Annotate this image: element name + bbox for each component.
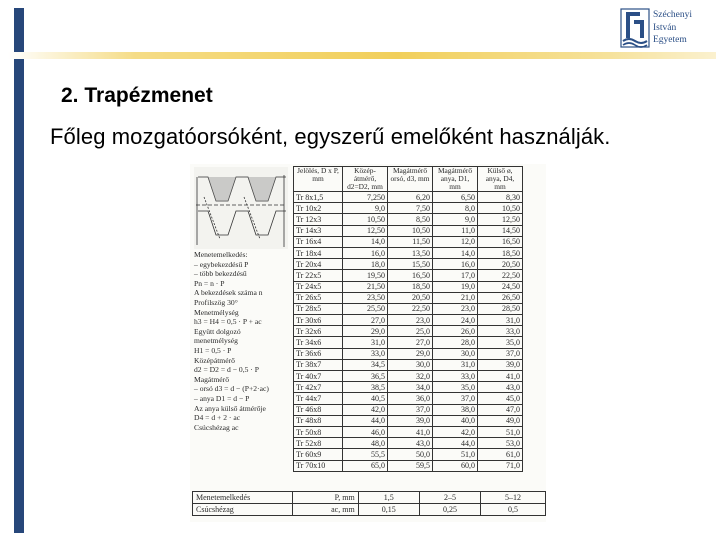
table-cell: Tr 44x7 [294, 393, 343, 404]
table-row [193, 504, 546, 516]
table-cell: Tr 70x10 [294, 460, 343, 471]
note-line: Menetemelkedés: [194, 250, 248, 259]
table-cell: 7,50 [388, 203, 433, 214]
table-row [294, 460, 523, 471]
table-row [294, 303, 523, 314]
table-cell: Tr 28x5 [294, 303, 343, 314]
note-line: – több bekezdésű [194, 269, 247, 279]
table-cell: 31,0 [433, 359, 478, 370]
table-cell: 41,0 [478, 371, 523, 382]
logo-line: István [653, 22, 677, 33]
table-cell: 0,5 [481, 504, 546, 516]
table-cell: 51,0 [433, 449, 478, 460]
note-line: Csúcshézag ac [194, 422, 239, 432]
table-cell: 55,5 [343, 449, 388, 460]
table-cell: 26,50 [478, 292, 523, 303]
note-line: Magátmérő [194, 374, 230, 384]
note-line: – anya D1 = d − P [194, 393, 250, 403]
table-row [294, 371, 523, 382]
table-cell: 65,0 [343, 460, 388, 471]
table-header-row [294, 167, 523, 192]
table-row [294, 281, 523, 292]
table-cell: 7,250 [343, 192, 388, 203]
table-cell: Tr 46x8 [294, 404, 343, 415]
table-cell: 12,0 [433, 236, 478, 247]
table-cell: Tr 24x5 [294, 281, 343, 292]
table-cell: 37,0 [388, 404, 433, 415]
table-cell: 12,50 [343, 225, 388, 236]
table-cell: 6,20 [388, 192, 433, 203]
table-row [294, 203, 523, 214]
table-cell: Tr 16x4 [294, 236, 343, 247]
table-body [294, 192, 523, 472]
note-line: h3 = H4 = 0,5 · P + ac [194, 317, 262, 327]
slide-title: 2. Trapézmenet [61, 84, 213, 107]
table-cell: 31,0 [478, 315, 523, 326]
table-cell: Tr 32x6 [294, 326, 343, 337]
table-cell: 23,50 [343, 292, 388, 303]
table-row [294, 225, 523, 236]
column-header: Közép-átmérő, d2=D2, mm [343, 167, 388, 192]
note-line: H1 = 0,5 · P [194, 345, 232, 355]
table-cell: Tr 12x3 [294, 214, 343, 225]
table-cell: 45,0 [478, 393, 523, 404]
table-cell: 9,0 [433, 214, 478, 225]
table-cell: 8,30 [478, 192, 523, 203]
table-cell: 42,0 [433, 426, 478, 437]
note-line: – egybekezdésű P [194, 259, 249, 269]
table-cell: 14,0 [433, 247, 478, 258]
table-cell: 22,50 [478, 270, 523, 281]
table-row [294, 438, 523, 449]
table-cell: 48,0 [343, 438, 388, 449]
table-cell: 60,0 [433, 460, 478, 471]
table-cell: 40,5 [343, 393, 388, 404]
table-row [294, 415, 523, 426]
table-row [294, 326, 523, 337]
table-cell: 25,0 [388, 326, 433, 337]
university-logo [620, 6, 712, 50]
table-cell: 21,50 [343, 281, 388, 292]
note-line: Középátmérő [194, 355, 235, 365]
table-row [294, 449, 523, 460]
thread-formula-notes [194, 250, 292, 432]
table-row [294, 348, 523, 359]
table-cell: 28,0 [433, 337, 478, 348]
note-line: Menetmélység [194, 307, 239, 317]
table-cell: 39,0 [478, 359, 523, 370]
table-row [294, 214, 523, 225]
table-cell: 25,50 [343, 303, 388, 314]
table-cell: 34,0 [388, 382, 433, 393]
table-cell: 33,0 [433, 371, 478, 382]
table-cell: 41,0 [388, 426, 433, 437]
table-cell: 30,0 [388, 359, 433, 370]
slide-subtitle: Főleg mozgatóorsóként, egyszerű emelőként használják. [50, 124, 611, 149]
scanned-table-image [190, 164, 546, 522]
table-row [294, 359, 523, 370]
table-cell: Tr 8x1,5 [294, 192, 343, 203]
trapezoid-thread-profile-drawing [194, 167, 288, 249]
table-cell: 5–12 [481, 492, 546, 504]
table-cell: Tr 40x7 [294, 371, 343, 382]
table-cell: 24,50 [478, 281, 523, 292]
column-header: Magátmérő anya, D1, mm [433, 167, 478, 192]
table-cell: 13,50 [388, 247, 433, 258]
table-cell: 42,0 [343, 404, 388, 415]
table-cell: Menetemelkedés [193, 492, 293, 504]
table-cell: 15,50 [388, 259, 433, 270]
table-cell: 8,50 [388, 214, 433, 225]
note-line: Pn = n · P [194, 278, 225, 288]
table-cell: 40,0 [433, 415, 478, 426]
table-cell: 47,0 [478, 404, 523, 415]
table-cell: 16,0 [433, 259, 478, 270]
table-cell: 28,50 [478, 303, 523, 314]
table-cell: 33,0 [478, 326, 523, 337]
logo-emblem-icon [620, 8, 650, 48]
table-cell: 2–5 [419, 492, 480, 504]
table-cell: Tr 42x7 [294, 382, 343, 393]
table-cell: 6,50 [433, 192, 478, 203]
table-cell: 17,0 [433, 270, 478, 281]
table-cell: Tr 20x4 [294, 259, 343, 270]
table-row [193, 492, 546, 504]
table-cell: 18,50 [388, 281, 433, 292]
table-row [294, 337, 523, 348]
table-cell: 20,50 [478, 259, 523, 270]
table-row [294, 404, 523, 415]
table-cell: 59,5 [388, 460, 433, 471]
table-cell: 46,0 [343, 426, 388, 437]
table-cell: 53,0 [478, 438, 523, 449]
table-cell: Csúcshézag [193, 504, 293, 516]
note-line: d2 = D2 = d − 0,5 · P [194, 365, 259, 375]
logo-text [653, 9, 692, 47]
table-body [193, 492, 546, 516]
note-line: D4 = d + 2 · ac [194, 413, 241, 423]
table-cell: Tr 26x5 [294, 292, 343, 303]
table-cell: 19,0 [433, 281, 478, 292]
table-cell: 38,5 [343, 382, 388, 393]
table-cell: 29,0 [343, 326, 388, 337]
table-cell: Tr 18x4 [294, 247, 343, 258]
table-cell: 24,0 [433, 315, 478, 326]
table-cell: 8,0 [433, 203, 478, 214]
table-row [294, 236, 523, 247]
table-cell: 22,50 [388, 303, 433, 314]
table-cell: 18,50 [478, 247, 523, 258]
table-cell: 37,0 [478, 348, 523, 359]
note-line: – orsó d3 = d − (P+2·ac) [194, 384, 269, 394]
table-cell: 38,0 [433, 404, 478, 415]
table-cell: ac, mm [292, 504, 358, 516]
logo-line: Széchenyi [653, 10, 693, 20]
table-cell: Tr 50x8 [294, 426, 343, 437]
table-cell: Tr 14x3 [294, 225, 343, 236]
table-cell: 16,50 [388, 270, 433, 281]
table-row [294, 382, 523, 393]
table-cell: Tr 34x6 [294, 337, 343, 348]
table-row [294, 393, 523, 404]
table-cell: 30,0 [433, 348, 478, 359]
table-cell: 27,0 [388, 337, 433, 348]
table-row [294, 192, 523, 203]
table-cell: 23,0 [388, 315, 433, 326]
pitch-clearance-table [192, 491, 546, 516]
table-row [294, 259, 523, 270]
column-header: Külső ø, anya, D4, mm [478, 167, 523, 192]
table-cell: 0,25 [419, 504, 480, 516]
table-cell: 34,5 [343, 359, 388, 370]
table-cell: 11,0 [433, 225, 478, 236]
table-cell: 21,0 [433, 292, 478, 303]
table-cell: P, mm [292, 492, 358, 504]
column-header: Jelölés, D x P, mm [294, 167, 343, 192]
table-cell: 18,0 [343, 259, 388, 270]
table-cell: Tr 30x6 [294, 315, 343, 326]
table-cell: 0,15 [358, 504, 419, 516]
table-cell: 12,50 [478, 214, 523, 225]
table-row [294, 315, 523, 326]
header-rule [8, 52, 716, 59]
table-cell: 71,0 [478, 460, 523, 471]
table-cell: Tr 60x9 [294, 449, 343, 460]
table-cell: 16,50 [478, 236, 523, 247]
table-cell: 1,5 [358, 492, 419, 504]
table-cell: 10,50 [343, 214, 388, 225]
table-cell: 35,0 [478, 337, 523, 348]
table-cell: Tr 48x8 [294, 415, 343, 426]
logo-line: Egyetem [653, 35, 687, 45]
table-cell: 51,0 [478, 426, 523, 437]
table-cell: 14,0 [343, 236, 388, 247]
column-header: Magátmérő orsó, d3, mm [388, 167, 433, 192]
note-line: A bekezdések száma n [194, 288, 263, 298]
table-cell: 44,0 [343, 415, 388, 426]
table-cell: 35,0 [433, 382, 478, 393]
table-cell: 50,0 [388, 449, 433, 460]
table-cell: Tr 22x5 [294, 270, 343, 281]
table-cell: Tr 38x7 [294, 359, 343, 370]
table-row [294, 247, 523, 258]
table-row [294, 292, 523, 303]
table-cell: 33,0 [343, 348, 388, 359]
table-cell: Tr 36x6 [294, 348, 343, 359]
table-cell: 31,0 [343, 337, 388, 348]
trapezoid-thread-table [293, 166, 523, 472]
table-cell: 44,0 [433, 438, 478, 449]
table-cell: 19,50 [343, 270, 388, 281]
table-cell: 10,50 [388, 225, 433, 236]
note-line: Profilszög 30° [194, 297, 238, 307]
table-cell: 14,50 [478, 225, 523, 236]
table-cell: 32,0 [388, 371, 433, 382]
table-cell: 36,0 [388, 393, 433, 404]
table-row [294, 270, 523, 281]
table-cell: 23,0 [433, 303, 478, 314]
table-cell: 10,50 [478, 203, 523, 214]
table-cell: 43,0 [478, 382, 523, 393]
table-cell: 9,0 [343, 203, 388, 214]
table-cell: 16,0 [343, 247, 388, 258]
note-line: Együtt dolgozó [194, 326, 241, 336]
note-line: Az anya külső átmérője [194, 403, 266, 413]
table-cell: 29,0 [388, 348, 433, 359]
note-line: menetmélység [194, 336, 238, 346]
table-cell: 36,5 [343, 371, 388, 382]
table-cell: 49,0 [478, 415, 523, 426]
table-cell: 43,0 [388, 438, 433, 449]
table-cell: 39,0 [388, 415, 433, 426]
table-cell: 37,0 [433, 393, 478, 404]
table-cell: 20,50 [388, 292, 433, 303]
table-cell: Tr 10x2 [294, 203, 343, 214]
table-cell: Tr 52x8 [294, 438, 343, 449]
table-cell: 11,50 [388, 236, 433, 247]
table-cell: 26,0 [433, 326, 478, 337]
table-row [294, 426, 523, 437]
table-cell: 61,0 [478, 449, 523, 460]
table-cell: 27,0 [343, 315, 388, 326]
left-accent-bar [14, 8, 24, 533]
